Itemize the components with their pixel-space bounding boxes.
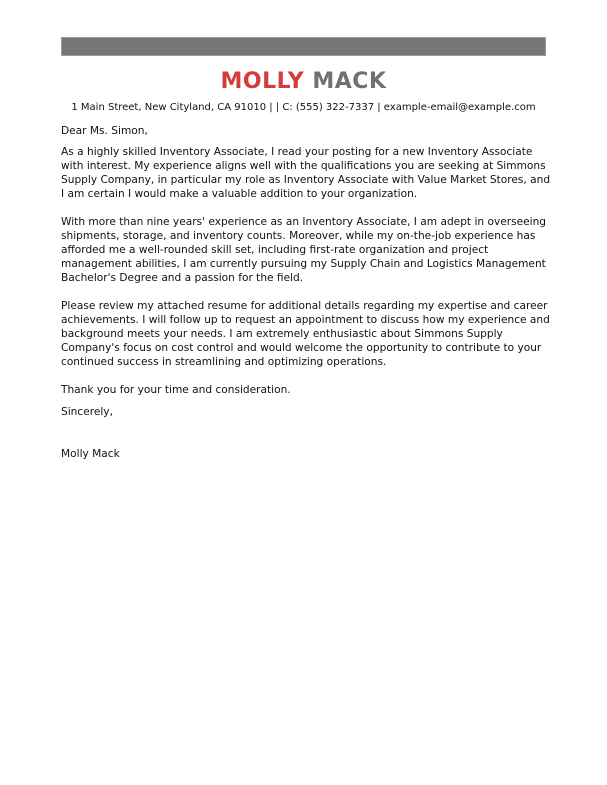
last-name: MACK (312, 69, 387, 94)
first-name: MOLLY (220, 69, 305, 94)
thanks-line: Thank you for your time and consideration. (61, 384, 291, 396)
letter-body (61, 124, 551, 461)
signature: Molly Mack (61, 448, 120, 460)
paragraph-1: As a highly skilled Inventory Associate, I read your posting for a new Inventory Associate with interest. My experience aligns well with the qualifications you are seeking at Simmons Supply Company, in particular my role as Inventory Associate with Value Market Stores, and I am certain I would make a valuable addition to your organization. (61, 146, 551, 200)
paragraph-2: With more than nine years' experience as an Inventory Associate, I am adept in overseeing shipments, storage, and inventory counts. Moreover, while my on-the-job experience has afforded me a well-rounded skill set, including first-rate organization and project management abilities, I am currently pursuing my Supply Chain and Logistics Management Bachelor's Degree and a passion for the field. (61, 216, 547, 284)
salutation: Dear Ms. Simon, (61, 125, 148, 137)
paragraph-3: Please review my attached resume for additional details regarding my expertise and career achievements. I will follow up to request an appointment to discuss how my experience and background meets your needs. I am extremely enthusiastic about Simmons Supply Company's focus on cost control and would welcome the opportunity to contribute to your continued success in streamlining and optimizing operations. (61, 300, 550, 368)
header-bar (61, 37, 546, 56)
closing: Sincerely, (61, 406, 113, 418)
contact-line: 1 Main Street, New Cityland, CA 91010 | | C: (555) 322-7337 | example-email@example.com (71, 102, 536, 113)
applicant-name (0, 68, 607, 96)
